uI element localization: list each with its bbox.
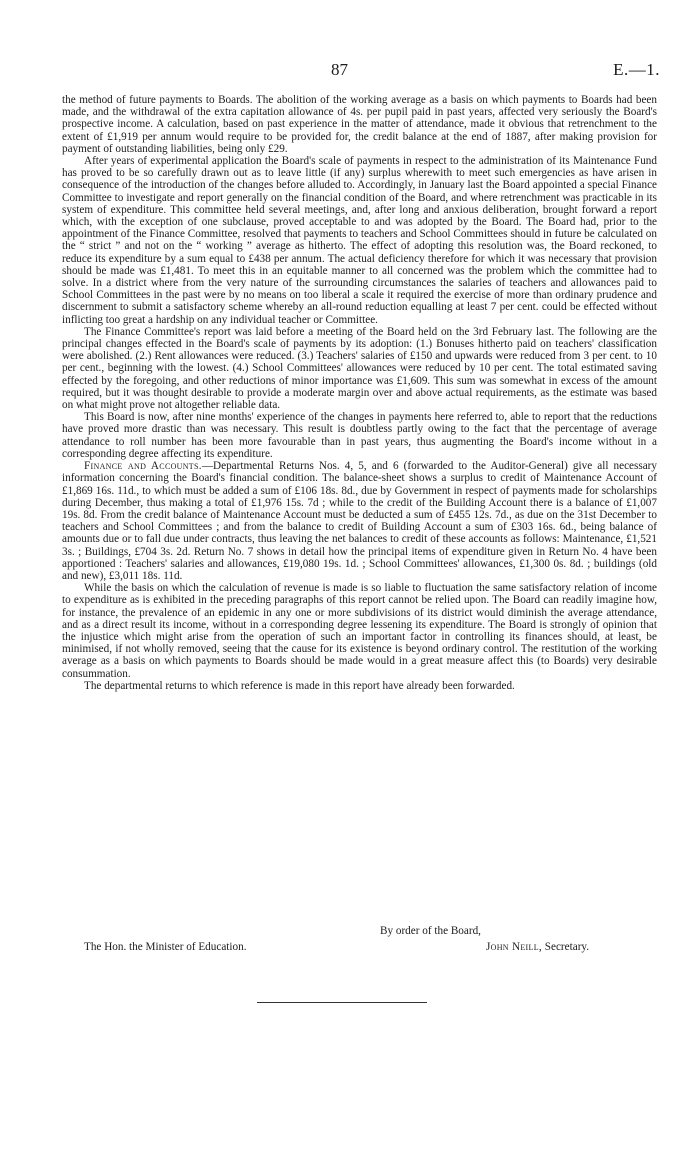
finance-paragraph bbox=[62, 460, 657, 582]
signatory bbox=[486, 941, 589, 954]
paragraph-2: After years of experimental application the Board's scale of payments in respect to the administration of its Maintenance Fund has proved to be so carefully drawn out as to leave little (if any) surplus wherewith to meet such emergencies as have arisen in consequence of the introduction of the changes before alluded to. Accordingly, in January last the Board appointed a special Finance Committee to investigate and report generally on the financial condition of the Board, and where retrenchment was practicable in its system of expenditure. This committee held several meetings, and, after long and anxious deliberation, brought forward a report which, with the exception of one subclause, proved acceptable to and was adopted by the Board. The Board had, prior to the appointment of the Finance Committee, resolved that payments to teachers and School Committees should in future be calculated on the “ strict ” and not on the “ working ” average as hitherto. The effect of adopting this resolution was, the Board reckoned, to reduce its expenditure by a sum equal to £438 per annum. The actual deficiency therefore for which it was necessary that provision should be made was £1,481. To meet this in an equitable manner to all concerned was the problem which the committee had to solve. In a district where from the very nature of the surrounding circumstances the salaries of teachers and allowances paid to School Committees in the past were by no means on too liberal a scale it required the exercise of more than ordinary prudence and discernment to submit a satisfactory scheme whereby an all-round reduction equalling at least 7 per cent. could be effected without inflicting too great a hardship on any individual teacher or Committee. bbox=[62, 155, 657, 326]
signatory-name: John Neill, bbox=[486, 941, 542, 953]
page-header bbox=[0, 60, 700, 82]
page-number: 87 bbox=[331, 60, 348, 79]
addressee: The Hon. the Minister of Education. bbox=[84, 941, 247, 953]
report-body bbox=[62, 94, 657, 692]
closing-rule bbox=[257, 1002, 427, 1003]
paragraph-4: This Board is now, after nine months' experience of the changes in payments here referred to, able to report that the reductions have proved more drastic than was necessary. This result is doubtless partly owing to the fact that the percentage of average attendance to roll number has been more favourable than in past years, thus augmenting the Board's income without in a corresponding degree affecting its expenditure. bbox=[62, 411, 657, 460]
series-label: E.—1. bbox=[613, 60, 660, 79]
paragraph-7: The departmental returns to which reference is made in this report have already been forwarded. bbox=[84, 679, 515, 692]
signatory-title: Secretary. bbox=[544, 941, 590, 953]
finance-text: —Departmental Returns Nos. 4, 5, and 6 (forwarded to the Auditor-General) give all necessary information concerning the Board's financial condition. The balance-sheet shows a surplus to credit of Maintenance Account of £1,869 16s. 11d., to which must be added a sum of £106 18s. 8d., due by Government in respect of payments made for scholarships during December, thus making a total of £1,976 15s. 7d ; while to the credit of the Building Account there is a balance of £1,007 19s. 8d. From the credit balance of Maintenance Account must be deducted a sum of £455 12s. 7d., as due on the 31st December to teachers and School Committees ; and from the balance to credit of Building Account a sum of £303 16s. 6d., being balance of amounts due or to fall due under contracts, thus leaving the net balances to credit of these accounts as follows: Maintenance, £1,521 3s. ; Buildings, £704 3s. 2d. Return No. 7 shows in detail how the principal items of expenditure given in Return No. 4 have been apportioned : Teachers' salaries and allowances, £19,080 19s. 1d. ; School Committees' allowances, £1,300 0s. 8d. ; buildings (old and new), £3,011 18s. 11d. bbox=[62, 460, 657, 582]
paragraph-6: While the basis on which the calculation of revenue is made is so liable to fluctuation the same satisfactory relation of income to expenditure as is exhibited in the preceding paragraphs of this report cannot be relied upon. The Board can readily imagine how, for instance, the prevalence of an epidemic in any one or more subdivisions of its district would diminish the average attendance, and as a direct result its income, without in a corresponding degree lessening its expenditure. The Board is strongly of opinion that the injustice which might arise from the operation of such an important factor in controlling its finances should, at least, be minimised, if not wholly removed, seeing that the cause for its existence is beyond ordinary control. The restitution of the working average as a basis on which payments to Boards should be made would in a great measure affect this (to Boards) very desirable consummation. bbox=[62, 582, 657, 680]
paragraph-3: The Finance Committee's report was laid before a meeting of the Board held on the 3rd February last. The following are the principal changes effected in the Board's scale of payments by its adoption: (1.) Bonuses hitherto paid on teachers' classification were abolished. (2.) Rent allowances were reduced. (3.) Teachers' salaries of £150 and upwards were reduced from 3 per cent. to 10 per cent., beginning with the lowest. (4.) School Committees' allowances were reduced by 10 per cent. The total estimated saving effected by the foregoing, and other reductions of minor importance was £1,609. This sum was somewhat in excess of the amount required, but it was thought desirable to provide a moderate margin over and above actual requirements, as the estimate was based on what might prove not altogether reliable data. bbox=[62, 325, 657, 412]
by-order-line: By order of the Board, bbox=[380, 925, 481, 937]
paragraph-1: the method of future payments to Boards. The abolition of the working average as a basis on which payments to Boards had been made, and the withdrawal of the extra capitation allowance of 4s. per pupil paid in past years, affected very seriously the Board's prospective income. A calculation, based on past experience in the matter of attendance, made it obvious that retrenchment to the extent of £1,919 per annum would require to be provided for, the credit balance at the end of 1887, after making provision for payment of outstanding liabilities, being only £29. bbox=[62, 94, 657, 155]
finance-heading: Finance and Accounts. bbox=[84, 460, 202, 473]
